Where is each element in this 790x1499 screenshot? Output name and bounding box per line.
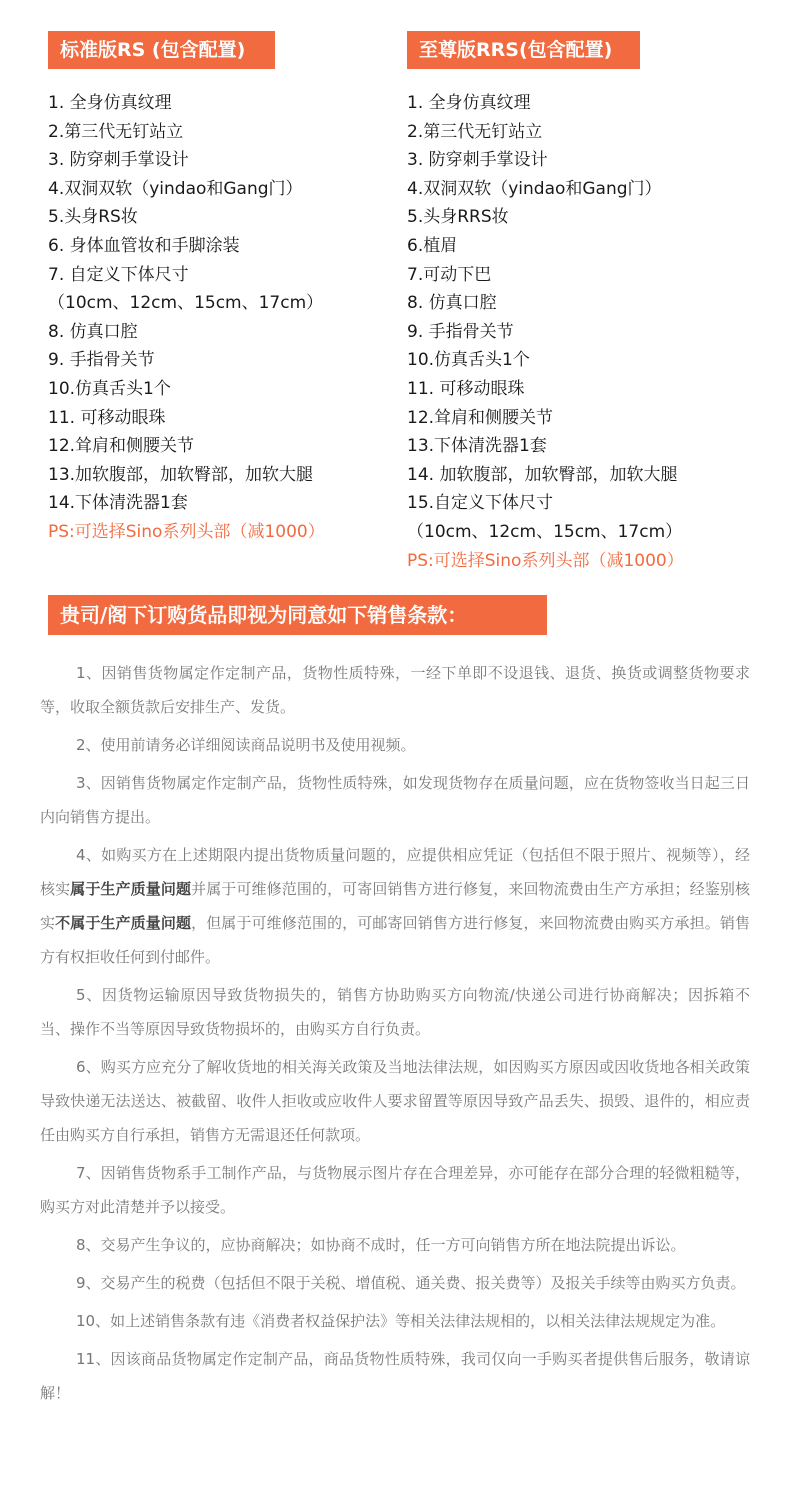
list-item: 8. 仿真口腔 [48, 321, 138, 342]
rs-config-list [48, 89, 388, 547]
list-item: 12.耸肩和侧腰关节 [407, 407, 554, 428]
term-paragraph: 1、因销售货物属定作定制产品，货物性质特殊，一经下单即不设退钱、退货、换货或调整货物要求等，收取全额货款后安排生产、发货。 [40, 664, 750, 716]
list-item: 13.下体清洗器1套 [407, 436, 547, 457]
rrs-header: 至尊版RRS(包含配置) [407, 31, 640, 69]
ps-note: PS:可选择Sino系列头部（减1000） [407, 550, 684, 571]
term-paragraph [40, 838, 750, 974]
list-item: 3. 防穿刺手掌设计 [48, 150, 189, 171]
list-item: （10cm、12cm、15cm、17cm） [48, 293, 324, 314]
list-item: 15.自定义下体尺寸 [407, 493, 554, 514]
list-item: 10.仿真舌头1个 [407, 350, 530, 371]
list-item: 4.双洞双软（yindao和Gang门） [48, 178, 303, 199]
term-paragraph: 8、交易产生争议的，应协商解决；如协商不成时，任一方可向销售方所在地法院提出诉讼。 [76, 1236, 686, 1254]
list-item: 4.双洞双软（yindao和Gang门） [407, 178, 662, 199]
list-item: 2.第三代无钉站立 [48, 121, 184, 142]
list-item: 13.加软腹部，加软臀部，加软大腿 [48, 464, 314, 485]
list-item: 8. 仿真口腔 [407, 293, 497, 314]
list-item: 10.仿真舌头1个 [48, 378, 171, 399]
list-item: 2.第三代无钉站立 [407, 121, 543, 142]
term-text: ，但属于可维修范围的，可邮寄回销售方进行修复，来回物流费由购买方承担。销售方有权拒收任何到付邮件。 [40, 914, 750, 966]
term-emphasis: 属于生产质量问题 [70, 880, 192, 898]
ps-note: PS:可选择Sino系列头部（减1000） [48, 521, 325, 542]
terms-header: 贵司/阁下订购货品即视为同意如下销售条款： [48, 595, 547, 635]
list-item: （10cm、12cm、15cm、17cm） [407, 521, 683, 542]
term-paragraph: 7、因销售货物系手工制作产品，与货物展示图片存在合理差异，亦可能存在部分合理的轻微粗糙等，购买方对此清楚并予以接受。 [40, 1164, 750, 1216]
list-item: 1. 全身仿真纹理 [48, 93, 172, 113]
term-paragraph: 5、因货物运输原因导致货物损失的，销售方协助购买方向物流/快递公司进行协商解决；因拆箱不当、操作不当等原因导致货物损坏的，由购买方自行负责。 [40, 986, 750, 1038]
list-item: 9. 手指骨关节 [48, 350, 155, 371]
list-item: 7. 自定义下体尺寸 [48, 264, 189, 285]
list-item: 11. 可移动眼珠 [407, 378, 525, 399]
list-item: 6.植眉 [407, 235, 458, 256]
list-item: 5.头身RRS妆 [407, 207, 509, 228]
list-item: 14. 加软腹部，加软臀部，加软大腿 [407, 464, 678, 485]
terms-body [40, 656, 750, 1414]
rs-header: 标准版RS (包含配置) [48, 31, 275, 69]
term-paragraph: 3、因销售货物属定作定制产品，货物性质特殊，如发现货物存在质量问题，应在货物签收当日起三日内向销售方提出。 [40, 774, 750, 826]
term-text: 并属于可维修范围的，可寄回销售方进行修复，来回物流费由生产方承担；经鉴别核实 [40, 880, 750, 932]
list-item: 3. 防穿刺手掌设计 [407, 150, 548, 171]
term-paragraph: 9、交易产生的税费（包括但不限于关税、增值税、通关费、报关费等）及报关手续等由购买方负责。 [76, 1274, 746, 1292]
rrs-config-list [407, 89, 777, 575]
term-paragraph: 11、因该商品货物属定作定制产品，商品货物性质特殊，我司仅向一手购买者提供售后服务，敬请谅解！ [40, 1350, 750, 1402]
term-paragraph: 10、如上述销售条款有违《消费者权益保护法》等相关法律法规相的，以相关法律法规规定为准。 [76, 1312, 726, 1330]
term-paragraph: 2、使用前请务必详细阅读商品说明书及使用视频。 [76, 736, 416, 754]
term-text: 4、如购买方在上述期限内提出货物质量问题的，应提供相应凭证（包括但不限于照片、视频等），经核实 [40, 846, 750, 898]
list-item: 5.头身RS妆 [48, 207, 138, 228]
list-item: 11. 可移动眼珠 [48, 407, 166, 428]
list-item: 7.可动下巴 [407, 264, 492, 285]
list-item: 14.下体清洗器1套 [48, 493, 188, 514]
term-paragraph: 6、购买方应充分了解收货地的相关海关政策及当地法律法规，如因购买方原因或因收货地各相关政策导致快递无法送达、被截留、收件人拒收或应收件人要求留置等原因导致产品丢失、损毁、退件的，相应责任由购买方自行承担，销售方无需退还任何款项。 [40, 1058, 750, 1144]
list-item: 1. 全身仿真纹理 [407, 93, 531, 113]
list-item: 12.耸肩和侧腰关节 [48, 436, 195, 457]
list-item: 6. 身体血管妆和手脚涂装 [48, 235, 240, 256]
list-item: 9. 手指骨关节 [407, 321, 514, 342]
term-emphasis: 不属于生产质量问题 [55, 914, 192, 932]
